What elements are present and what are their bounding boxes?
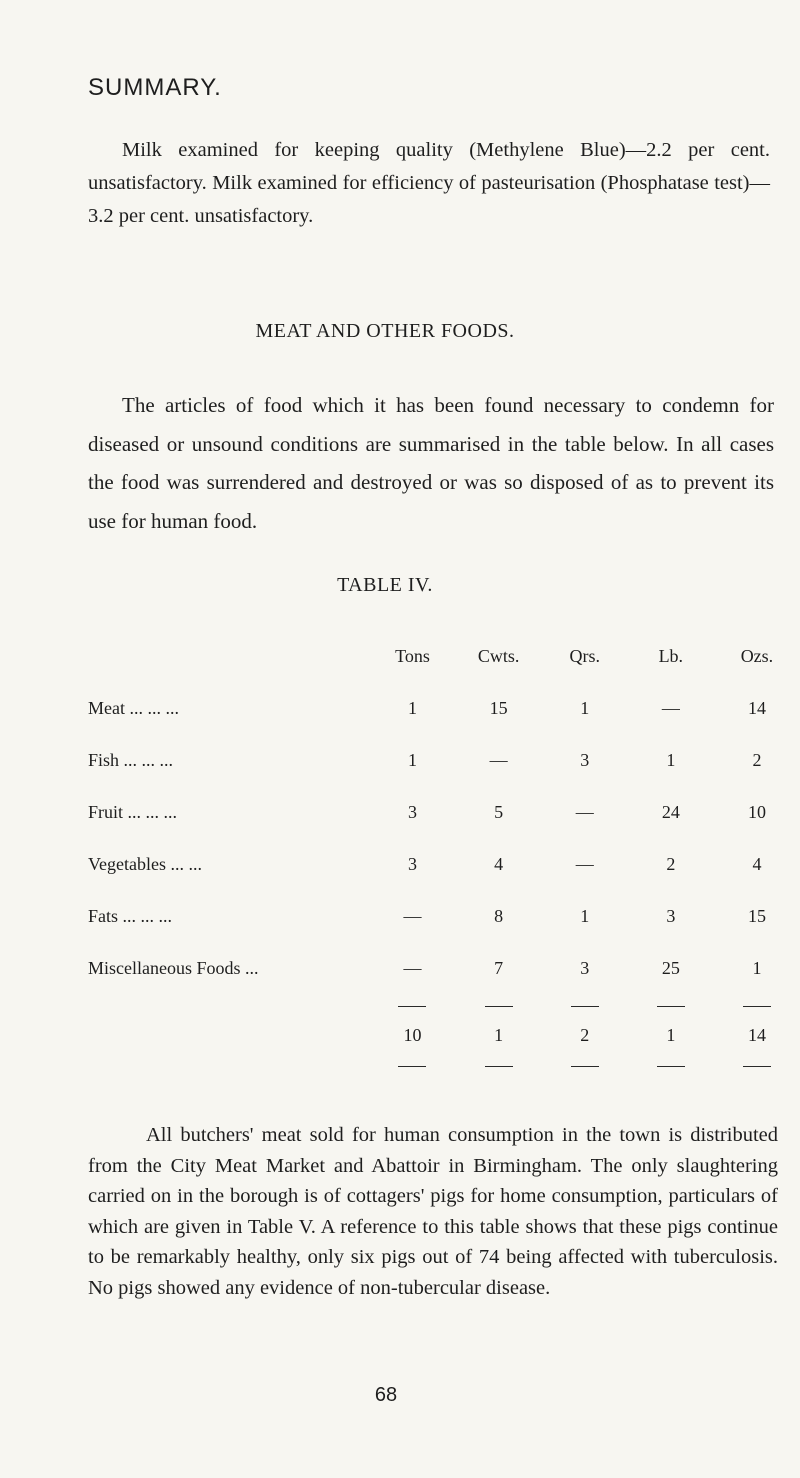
divider-rule	[571, 1066, 599, 1067]
table-cell: 3	[666, 905, 676, 926]
table-cell: 1	[752, 957, 762, 978]
table-cell: 3	[580, 957, 590, 978]
row-label: Miscellaneous Foods ...	[88, 957, 259, 978]
rule-spacer	[88, 1054, 369, 1076]
rule-cell	[628, 1054, 714, 1076]
table-cell: 1	[580, 905, 590, 926]
table-cell: 15	[489, 697, 508, 718]
table-cell: 10	[747, 801, 766, 822]
table-cell: 3	[580, 749, 590, 770]
table-cell: 14	[747, 697, 766, 718]
table-cell: 7	[494, 957, 504, 978]
rule-cell	[714, 994, 800, 1016]
divider-rule	[657, 1066, 685, 1067]
table-cell: 1	[407, 749, 417, 770]
rule-cell	[542, 994, 628, 1016]
table-cell: —	[489, 749, 508, 770]
butchers-meat-paragraph: All butchers' meat sold for human consumption in the town is distributed from the City Meat Market and Abattoir in Birmingham. The only slaughtering carried on in the borough is of cottagers' pigs for home consumption, particulars of which are given in Table V. A reference to this table shows that these pigs continue to be remarkably healthy, only six pigs out of 74 being affected with tuberculosis. No pigs showed any evidence of non-tubercular disease.	[88, 1124, 778, 1299]
milk-summary-paragraph: Milk examined for keeping quality (Methylene Blue)—2.2 per cent. unsatisfactory. Milk examined for efficiency of pasteurisation (Phosphatase test)—3.2 per cent. unsatisfactory.	[88, 139, 770, 227]
table-row	[88, 682, 800, 734]
table-row	[88, 838, 800, 890]
column-header-tons: Tons	[395, 645, 430, 666]
column-header-cwts: Cwts.	[477, 645, 520, 666]
table-title: TABLE IV.	[337, 574, 433, 596]
row-label: Meat ... ... ...	[88, 697, 179, 718]
rule-cell	[714, 1054, 800, 1076]
divider-rule	[743, 1006, 771, 1007]
table-cell: 2	[666, 853, 676, 874]
totals-label-blank	[88, 1016, 369, 1054]
divider-rule	[485, 1066, 513, 1067]
page-number: 68	[374, 1384, 398, 1406]
table-cell: 4	[752, 853, 762, 874]
column-header-qrs: Qrs.	[569, 645, 600, 666]
rule-cell	[369, 994, 455, 1016]
table-row	[88, 786, 800, 838]
total-lb: 1	[666, 1024, 676, 1045]
total-tons: 10	[403, 1024, 422, 1045]
table-cell: 4	[494, 853, 504, 874]
divider-rule	[743, 1066, 771, 1067]
table-cell: 5	[494, 801, 504, 822]
table-cell: —	[575, 801, 594, 822]
table-cell: 15	[747, 905, 766, 926]
rule-spacer	[88, 994, 369, 1016]
table-cell: 3	[407, 853, 417, 874]
total-qrs: 2	[580, 1024, 590, 1045]
table-cell: 24	[661, 801, 680, 822]
table-cell: 2	[752, 749, 762, 770]
condemned-food-intro-paragraph: The articles of food which it has been found necessary to condemn for diseased or unsound conditions are summarised in the table below. In all cases the food was surrendered and destroyed or was so disposed of as to prevent its use for human food.	[88, 393, 774, 533]
divider-rule	[571, 1006, 599, 1007]
table-header-blank	[88, 630, 369, 682]
summary-heading: SUMMARY.	[88, 74, 222, 101]
divider-rule	[485, 1006, 513, 1007]
table-cell: 8	[494, 905, 504, 926]
total-bottom-rule-row	[88, 1054, 800, 1076]
column-header-ozs: Ozs.	[740, 645, 774, 666]
rule-cell	[456, 994, 542, 1016]
table-cell: 1	[407, 697, 417, 718]
table-cell: —	[575, 853, 594, 874]
totals-row	[88, 1016, 800, 1054]
table-cell: 3	[407, 801, 417, 822]
meat-section-heading: MEAT AND OTHER FOODS.	[255, 320, 515, 342]
divider-rule	[398, 1066, 426, 1067]
row-label: Fruit ... ... ...	[88, 801, 178, 822]
table-row	[88, 734, 800, 786]
total-top-rule-row	[88, 994, 800, 1016]
table-row	[88, 890, 800, 942]
rule-cell	[456, 1054, 542, 1076]
table-cell: —	[403, 957, 422, 978]
total-ozs: 14	[747, 1024, 766, 1045]
rule-cell	[369, 1054, 455, 1076]
divider-rule	[657, 1006, 685, 1007]
row-label: Vegetables ... ...	[88, 853, 202, 874]
row-label: Fish ... ... ...	[88, 749, 174, 770]
row-label: Fats ... ... ...	[88, 905, 173, 926]
table-cell: 1	[580, 697, 590, 718]
table-cell: —	[661, 697, 680, 718]
condemned-food-table	[88, 630, 800, 1076]
divider-rule	[398, 1006, 426, 1007]
total-cwts: 1	[494, 1024, 504, 1045]
table-cell: 1	[666, 749, 676, 770]
rule-cell	[628, 994, 714, 1016]
table-header-row	[88, 630, 800, 682]
table-cell: 25	[661, 957, 680, 978]
column-header-lb: Lb.	[658, 645, 684, 666]
rule-cell	[542, 1054, 628, 1076]
table-cell: —	[403, 905, 422, 926]
table-row	[88, 942, 800, 994]
